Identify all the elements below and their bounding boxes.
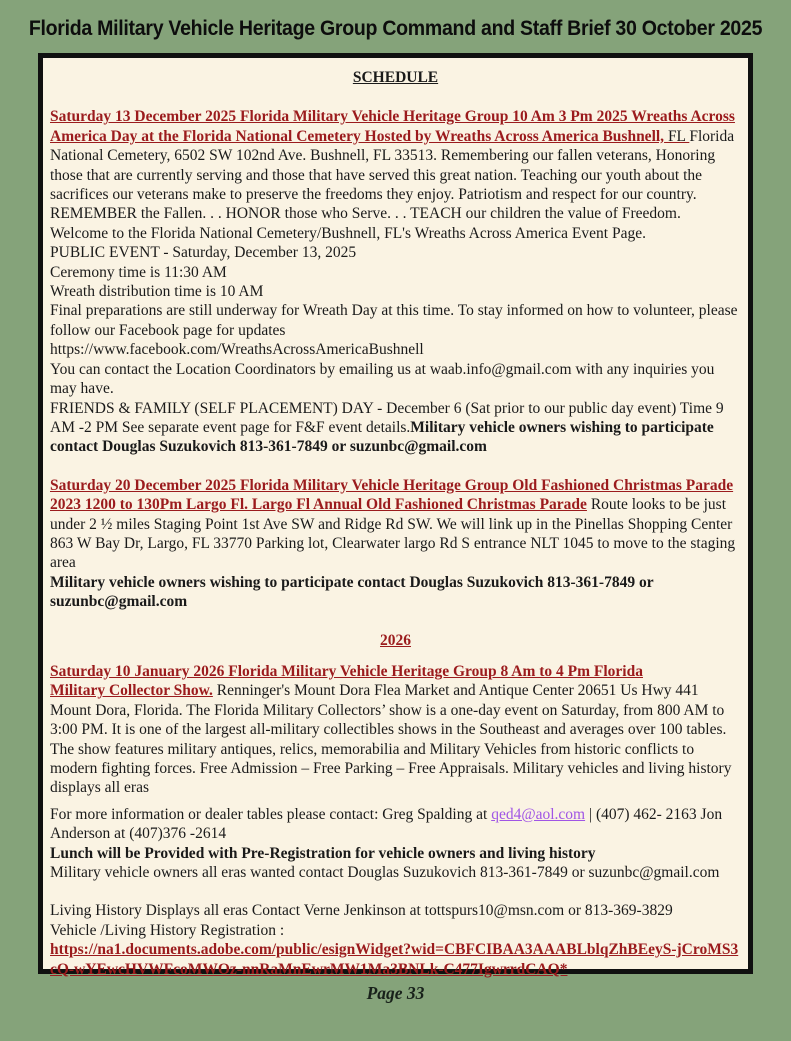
waa-line-ceremony-time: Ceremony time is 11:30 AM (50, 263, 227, 281)
section-gap (50, 882, 741, 901)
waa-line-final-preparations: Final preparations are still underway for Wreath Day at this time. To stay informed on how to volunteer, please follow our Facebook page for updates (50, 302, 738, 339)
schedule-heading: SCHEDULE (352, 69, 439, 86)
page-title: Florida Military Vehicle Heritage Group Command and Staff Brief 30 October 2025 (28, 17, 763, 40)
waa-heading-fl: FL (664, 127, 690, 145)
waa-line-welcome: Welcome to the Florida National Cemetery/Bushnell, FL's Wreaths Across America Event Page. (50, 224, 646, 242)
adobe-registration-link[interactable]: https://na1.documents.adobe.com/public/esignWidget?wid=CBFCIBAA3AAABLblqZhBEeyS-jCroMS3cQ-wYEwcHVWFcoMWOz-nnRaMnEwrMW1Ma3BNLk-C477IgwrrdCAQ* (50, 941, 739, 978)
collector-paragraph (50, 662, 741, 798)
parade-body-text: Route looks to be just under 2 ½ miles Staging Point 1st Ave SW and Ridge Rd SW. We will link up in the Pinellas Shopping Center 863 W Bay Dr, Largo, FL 33770 Parking lot, Clearwater largo Rd S entrance NLT 1045 to move to the staging area (50, 496, 736, 572)
parade-participate-contact: Military vehicle owners wishing to participate contact Douglas Suzukovich 813-361-7849 or suzunbc@gmail.com (50, 573, 654, 611)
year-2026-heading: 2026 (380, 631, 411, 649)
collector-lunch-note: Lunch will be Provided with Pre-Registration for vehicle owners and living history (50, 844, 596, 862)
section-gap (50, 457, 741, 476)
section-living-history (50, 901, 741, 979)
waa-friends-family-paragraph (50, 399, 741, 457)
page-number: Page 33 (366, 983, 425, 1003)
section-wreaths-across-america (50, 107, 741, 456)
waa-event-heading: Saturday 13 December 2025 Florida Military Vehicle Heritage Group 10 Am 3 Pm 2025 Wreaths Across America Day at the Florida National Cemetery Hosted by Wreaths Across America Bushnell, (50, 108, 735, 145)
living-history-contact-line: Living History Displays all eras Contact Verne Jenkinson at tottspurs10@msn.com or 813-369-3829 (50, 902, 673, 920)
waa-line-remember: REMEMBER the Fallen. . . HONOR those who Serve. . . TEACH our children the value of Freedom. (50, 205, 681, 223)
collector-contact-line (50, 805, 741, 844)
section-christmas-parade (50, 476, 741, 612)
collector-body-text: Renninger's Mount Dora Flea Market and Antique Center 20651 Us Hwy 441 Mount Dora, Florida. The Florida Military Collectors’ show is a one-day event on Saturday, from 800 AM to 3:00 PM. It is one of the largest all-military collectibles shows in the Southeast and averages over 100 tables. The show features military antiques, relics, memorabilia and Military Vehicles from historic conflicts to modern fighting forces. Free Admission – Free Parking – Free Appraisals. Military vehicles and living history displays all eras (50, 682, 732, 797)
waa-line-wreath-time: Wreath distribution time is 10 AM (50, 283, 264, 301)
parade-paragraph (50, 476, 741, 573)
waa-intro-text: Florida National Cemetery, 6502 SW 102nd Ave. Bushnell, FL 33513. Remembering our fallen veterans, Honoring those that are currently serving and those that have served this great nation. Teaching our youth about the sacrifices our veterans make to preserve the freedoms they enjoy. Patriotism and respect for our country. (50, 127, 735, 204)
qed4-email-link[interactable]: qed4@aol.com (491, 805, 586, 823)
waa-line-contact-coordinators: You can contact the Location Coordinators by emailing us at waab.info@gmail.com with any inquiries you may have. (50, 360, 715, 398)
collector-contact-pre: For more information or dealer tables please contact: Greg Spalding at (50, 805, 492, 823)
paragraph-gap (50, 798, 741, 805)
waa-facebook-url: https://www.facebook.com/WreathsAcrossAmericaBushnell (50, 341, 424, 359)
collector-event-heading-line1: Saturday 10 January 2026 Florida Military Vehicle Heritage Group 8 Am to 4 Pm Florida (50, 662, 643, 680)
parade-event-heading: Saturday 20 December 2025 Florida Military Vehicle Heritage Group Old Fashioned Christmas Parade 2023 1200 to 130Pm Largo Fl. Largo Fl Annual Old Fashioned Christmas Parade (50, 476, 734, 514)
section-collector-show (50, 662, 741, 882)
waa-line-public-event: PUBLIC EVENT - Saturday, December 13, 2025 (50, 244, 357, 262)
waa-ff-text: FRIENDS & FAMILY (SELF PLACEMENT) DAY - December 6 (Sat prior to our public day event) Time 9 AM -2 PM See separate event page for F&F event details. (50, 399, 724, 436)
collector-owners-wanted-line: Military vehicle owners all eras wanted contact Douglas Suzukovich 813-361-7849 or suzunbc@gmail.com (50, 864, 720, 882)
collector-contact-post: | (407) 462- 2163 Jon Anderson at (407)376 -2614 (50, 805, 723, 843)
collector-event-heading-line2: Military Collector Show. (50, 682, 213, 700)
waa-intro-paragraph (50, 107, 741, 204)
living-history-registration-label: Vehicle /Living History Registration : (50, 921, 285, 939)
waa-ff-participate-contact: Military vehicle owners wishing to participate contact Douglas Suzukovich 813-361-7849 or suzunbc@gmail.com (50, 418, 714, 456)
schedule-document-box (38, 53, 753, 978)
